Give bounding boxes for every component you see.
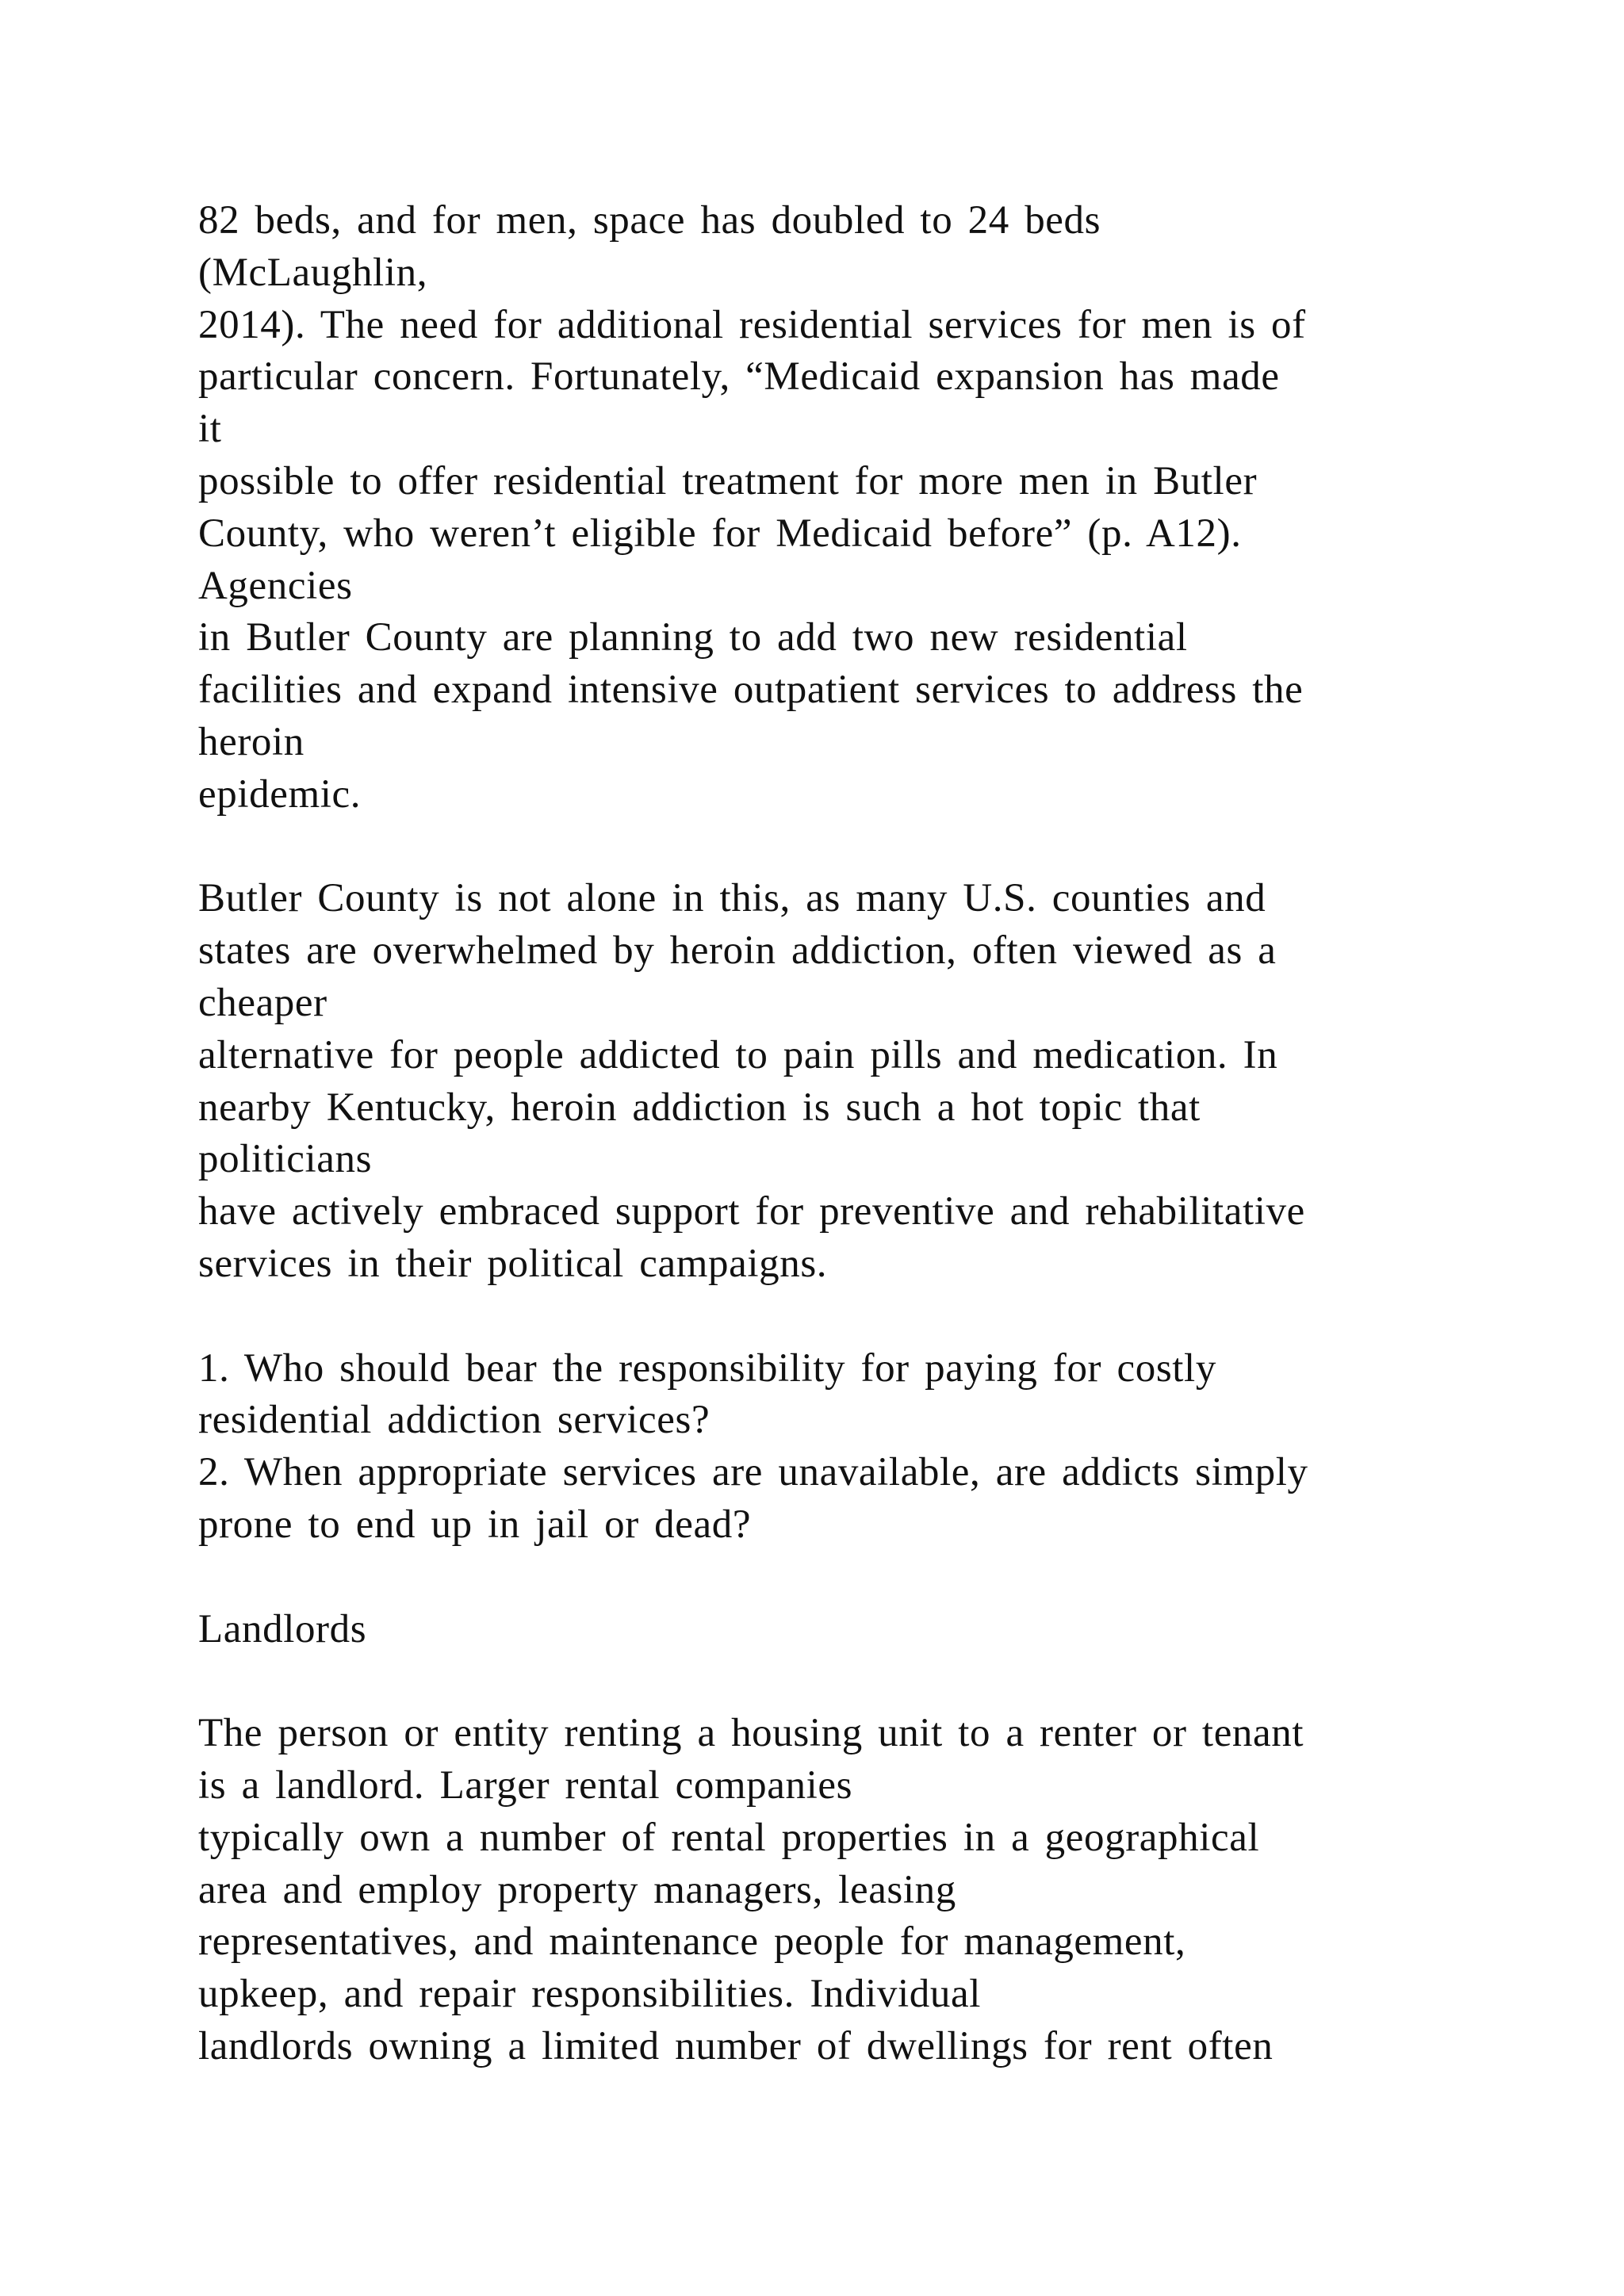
text-line: landlords owning a limited number of dwellings for rent often xyxy=(198,2023,1274,2068)
question-line: 2. When appropriate services are unavailable, are addicts simply xyxy=(198,1450,1308,1495)
text-line: heroin xyxy=(198,719,304,764)
text-line: 82 beds, and for men, space has doubled to 24 beds xyxy=(198,198,1101,243)
text-line: cheaper xyxy=(198,980,327,1025)
text-line: Butler County is not alone in this, as many U.S. counties and xyxy=(198,876,1266,921)
text-line: have actively embraced support for preventive and rehabilitative xyxy=(198,1189,1305,1234)
text-line: area and employ property managers, leasing xyxy=(198,1867,956,1912)
text-line: County, who weren’t eligible for Medicaid before” (p. A12). xyxy=(198,511,1242,556)
question-line: 1. Who should bear the responsibility for paying for costly xyxy=(198,1345,1216,1391)
paragraph-residential-services xyxy=(198,195,1499,821)
text-line: it xyxy=(198,407,222,452)
question-line: prone to end up in jail or dead? xyxy=(198,1502,752,1547)
paragraph-spacer xyxy=(198,1291,1499,1343)
paragraph-landlords xyxy=(198,1708,1499,2073)
text-line: in Butler County are planning to add two new residential xyxy=(198,615,1188,660)
text-line: Agencies xyxy=(198,563,353,608)
text-line: The person or entity renting a housing unit to a renter or tenant xyxy=(198,1711,1304,1756)
text-line: states are overwhelmed by heroin addiction, often viewed as a xyxy=(198,928,1277,974)
text-line: nearby Kentucky, heroin addiction is such a hot topic that xyxy=(198,1085,1201,1130)
text-line: upkeep, and repair responsibilities. Individual xyxy=(198,1972,981,2017)
paragraph-spacer xyxy=(198,1552,1499,1604)
text-line: (McLaughlin, xyxy=(198,250,428,295)
text-line: representatives, and maintenance people for management, xyxy=(198,1919,1186,1965)
text-line: particular concern. Fortunately, “Medicaid expansion has made xyxy=(198,354,1280,400)
text-line: epidemic. xyxy=(198,771,362,817)
paragraph-spacer xyxy=(198,1655,1499,1708)
question-line: residential addiction services? xyxy=(198,1398,710,1443)
section-heading: Landlords xyxy=(198,1606,367,1651)
text-line: is a landlord. Larger rental companies xyxy=(198,1762,853,1808)
document-body xyxy=(198,195,1499,2073)
paragraph-spacer xyxy=(198,821,1499,874)
text-line: 2014). The need for additional residential services for men is of xyxy=(198,302,1306,347)
text-line: facilities and expand intensive outpatient services to address the xyxy=(198,668,1304,713)
text-line: typically own a number of rental properties in a geographical xyxy=(198,1815,1260,1860)
paragraph-heroin-addiction xyxy=(198,873,1499,1290)
text-line: services in their political campaigns. xyxy=(198,1241,828,1286)
discussion-questions xyxy=(198,1343,1499,1552)
text-line: politicians xyxy=(198,1137,373,1182)
text-line: possible to offer residential treatment for more men in Butler xyxy=(198,458,1258,503)
text-line: alternative for people addicted to pain pills and medication. In xyxy=(198,1032,1278,1077)
